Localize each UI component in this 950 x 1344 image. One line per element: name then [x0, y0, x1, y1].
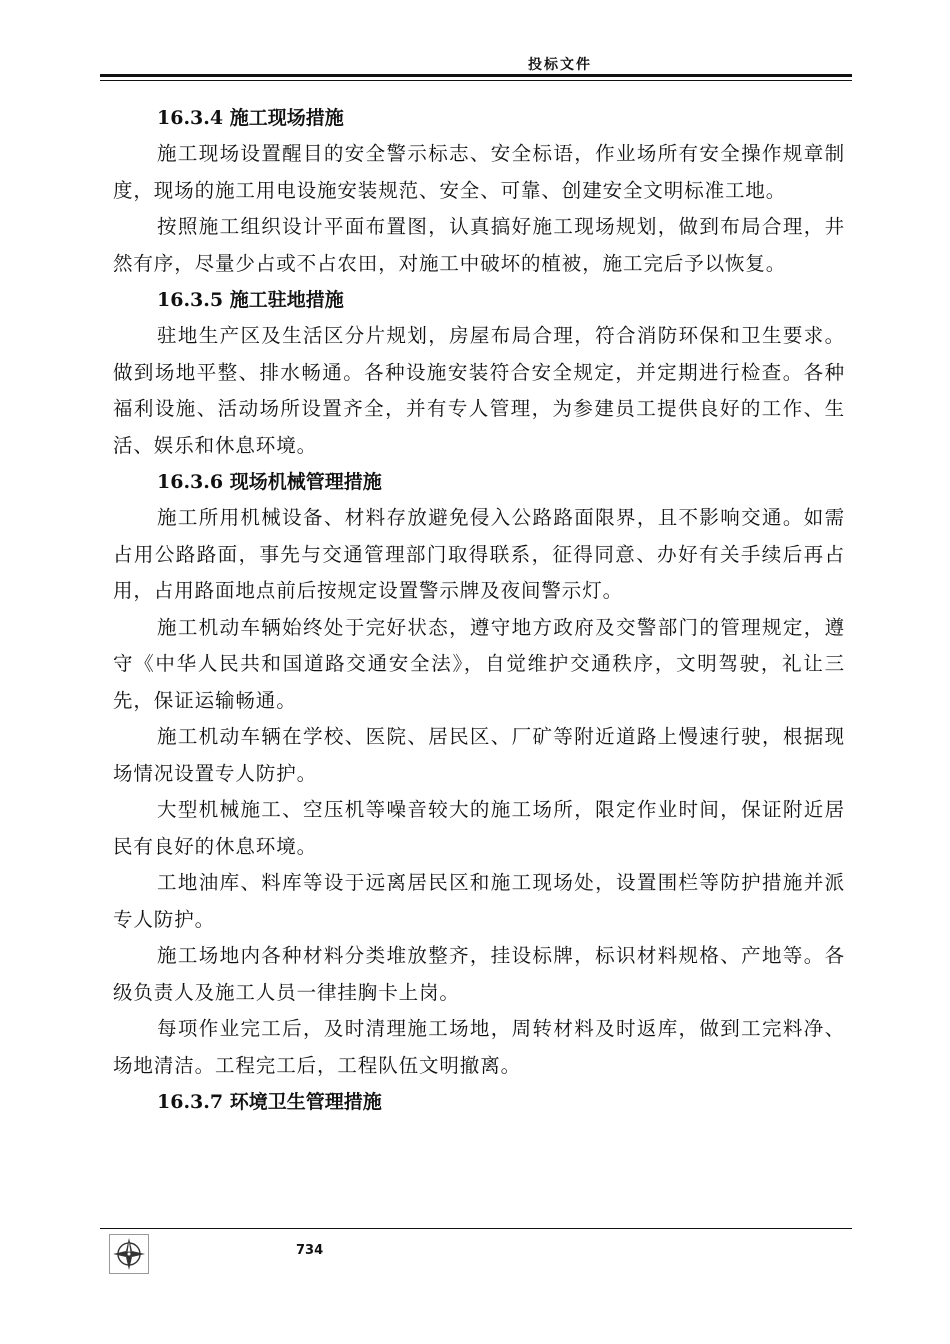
paragraph: 按照施工组织设计平面布置图，认真搞好施工现场规划，做到布局合理，井然有序，尽量少占或不占农田，对施工中破坏的植被，施工完后予以恢复。 — [113, 215, 845, 275]
paragraph: 驻地生产区及生活区分片规划，房屋布局合理，符合消防环保和卫生要求。做到场地平整、排水畅通。各种设施安装符合安全规定，并定期进行检查。各种福利设施、活动场所设置齐全，并有专人管理，为参建员工提供良好的工作、生活、娱乐和休息环境。 — [113, 324, 845, 457]
paragraph: 工地油库、料库等设于远离居民区和施工现场处，设置围栏等防护措施并派专人防护。 — [113, 871, 845, 931]
section-heading: 16.3.5 施工驻地措施 — [157, 289, 344, 311]
header-rule-thick — [100, 74, 852, 77]
footer-rule — [100, 1228, 852, 1229]
section-heading: 16.3.7 环境卫生管理措施 — [157, 1091, 382, 1113]
paragraph: 施工机动车辆在学校、医院、居民区、厂矿等附近道路上慢速行驶，根据现场情况设置专人防护。 — [113, 725, 845, 785]
compass-star-logo-icon — [109, 1234, 149, 1274]
document-header-label: 投标文件 — [528, 57, 592, 73]
paragraph: 施工场地内各种材料分类堆放整齐，挂设标牌，标识材料规格、产地等。各级负责人及施工人员一律挂胸卡上岗。 — [113, 944, 845, 1004]
paragraph: 大型机械施工、空压机等噪音较大的施工场所，限定作业时间，保证附近居民有良好的休息环境。 — [113, 798, 845, 858]
paragraph: 施工现场设置醒目的安全警示标志、安全标语，作业场所有安全操作规章制度，现场的施工用电设施安装规范、安全、可靠、创建安全文明标准工地。 — [113, 142, 845, 202]
paragraph: 施工所用机械设备、材料存放避免侵入公路路面限界，且不影响交通。如需占用公路路面，事先与交通管理部门取得联系，征得同意、办好有关手续后再占用，占用路面地点前后按规定设置警示牌及夜间警示灯。 — [113, 506, 845, 602]
section-heading: 16.3.4 施工现场措施 — [157, 107, 344, 129]
paragraph: 施工机动车辆始终处于完好状态，遵守地方政府及交警部门的管理规定，遵守《中华人民共和国道路交通安全法》，自觉维护交通秩序，文明驾驶，礼让三先，保证运输畅通。 — [113, 615, 845, 712]
paragraph: 每项作业完工后，及时清理施工场地，周转材料及时返库，做到工完料净、场地清洁。工程完工后，工程队伍文明撤离。 — [113, 1017, 845, 1077]
page-number: 734 — [296, 1243, 324, 1258]
section-heading: 16.3.6 现场机械管理措施 — [157, 471, 382, 493]
header-rule-thin — [100, 80, 852, 81]
document-body — [113, 100, 845, 1120]
